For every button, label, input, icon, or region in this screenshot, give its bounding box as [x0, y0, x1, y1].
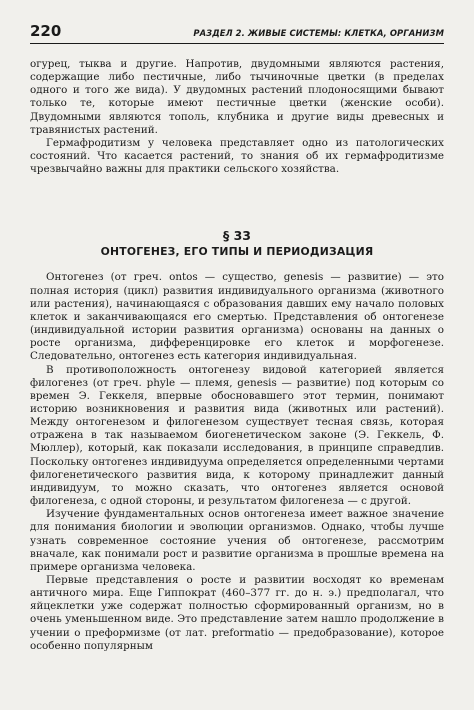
paragraph-continued: огурец, тыква и другие. Напротив, двудомными являются растения, содержащие либо пестичные, либо тычиночные цветки (в пределах одного и того же вида). У двудомных растений плодоносящими бывают только те, которые имеют пестичные цветки (женские особи). Двудомными являются тополь, клубника и другие виды древесных и травянистых растений.	[30, 58, 444, 136]
paragraph: Онтогенез (от греч. ontos — существо, genesis — развитие) — это полная история (цикл) развития индивидуального организма (животного или растения), начинающаяся с образования давших ему начало половых клеток и заканчивающаяся его смертью. Представления об онтогенезе (индивидуальной истории развития организма) основаны на данных о росте организма, дифференцировке его клеток и морфогенезе. Следовательно, онтогенез есть категория индивидуальная.	[30, 271, 444, 363]
page-number: 220	[30, 22, 62, 40]
paragraph: Гермафродитизм у человека представляет одно из патологических состояний. Что касается растений, то знания об их гермафродитизме чрезвычайно важны для практики сельского хозяйства.	[30, 136, 444, 176]
paragraph: Первые представления о росте и развитии восходят ко временам античного мира. Еще Гиппократ (460–377 гг. до н. э.) предполагал, что яйцеклетки уже содержат полностью сформированный организм, но в очень уменьшенном виде. Это представление затем нашло продолжение в учении о преформизме (от лат. preformatio — предобразование), которое особенно популярным	[30, 574, 444, 652]
section-title: РАЗДЕЛ 2. ЖИВЫЕ СИСТЕМЫ: КЛЕТКА, ОРГАНИЗМ	[193, 28, 444, 38]
paragraph: В противоположность онтогенезу видовой категорией является филогенез (от греч. phyle — племя, genesis — развитие) под которым со времен Э. Геккеля, впервые обосновавшего этот термин, понимают историю возникновения и развития вида (животных или растений). Между онтогенезом и филогенезом существует тесная связь, которая отражена в так называемом биогенетическом законе (Э. Геккель, Ф. Мюллер), который, как показали исследования, в принципе справедлив. Поскольку онтогенез индивидуума определяется определенными чертами филогенетического развития вида, к которому принадлежит данный индивидуум, то можно сказать, что онтогенез является основой филогенеза, с одной стороны, и результатом филогенеза — с другой.	[30, 363, 444, 508]
paragraph: Изучение фундаментальных основ онтогенеза имеет важное значение для понимания биологии и эволюции организмов. Однако, чтобы лучше узнать современное состояние учения об онтогенезе, рассмотрим вначале, как понимали рост и развитие организма в прошлые времена на примере организма человека.	[30, 508, 444, 573]
running-header	[30, 22, 444, 44]
chapter-number: § 33	[223, 228, 251, 244]
chapter-title: ОНТОГЕНЕЗ, ЕГО ТИПЫ И ПЕРИОДИЗАЦИЯ	[100, 245, 374, 259]
